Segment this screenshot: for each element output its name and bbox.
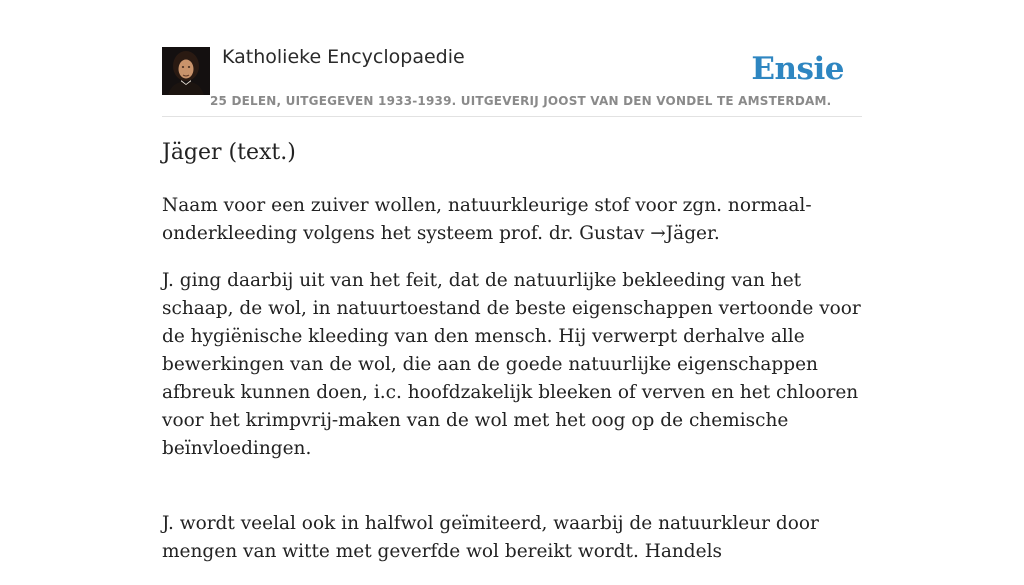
portrait-icon[interactable] [162,47,210,95]
page [162,0,862,562]
article-title: Jäger (text.) [162,140,296,165]
paragraph-2: J. ging daarbij uit van het feit, dat de natuurlijke bekleeding van het schaap, de wol, in natuurtoestand de beste eigenschappen vertoonde voor de hygiënische kleeding van den mensch. Hij verwerpt derhalve alle bewerkingen van de wol, die aan de goede natuurlijke eigenschappen afbreuk kunnen doen, i.c. hoofdzakelijk bleeken of verven en het chlooren voor het krimpvrij-maken van de wol met het oog op de chemische beïnvloedingen. [162,270,861,459]
paragraph-3: J. wordt veelal ook in halfwol geïmiteerd, waarbij de natuurkleur door mengen van witte met geverfde wol bereikt wordt. Handels [162,513,819,562]
article-body [162,192,862,585]
source-subtitle: 25 DELEN, UITGEGEVEN 1933-1939. UITGEVERIJ JOOST VAN DEN VONDEL TE AMSTERDAM. [210,94,832,108]
paragraph-1-text: Naam voor een zuiver wollen, natuurkleurige stof voor zgn. normaal-onderkleeding volgens het systeem prof. dr. Gustav [162,195,812,244]
brand-logo[interactable]: Ensie [751,51,844,87]
cross-reference-link[interactable]: Jäger [665,223,714,244]
paragraph-1 [162,192,862,248]
paragraph-1-end: . [713,223,720,244]
source-header [162,0,862,117]
arrow-right-icon: → [650,223,666,244]
paragraph-break [162,482,862,510]
source-title[interactable]: Katholieke Encyclopaedie [222,46,465,68]
